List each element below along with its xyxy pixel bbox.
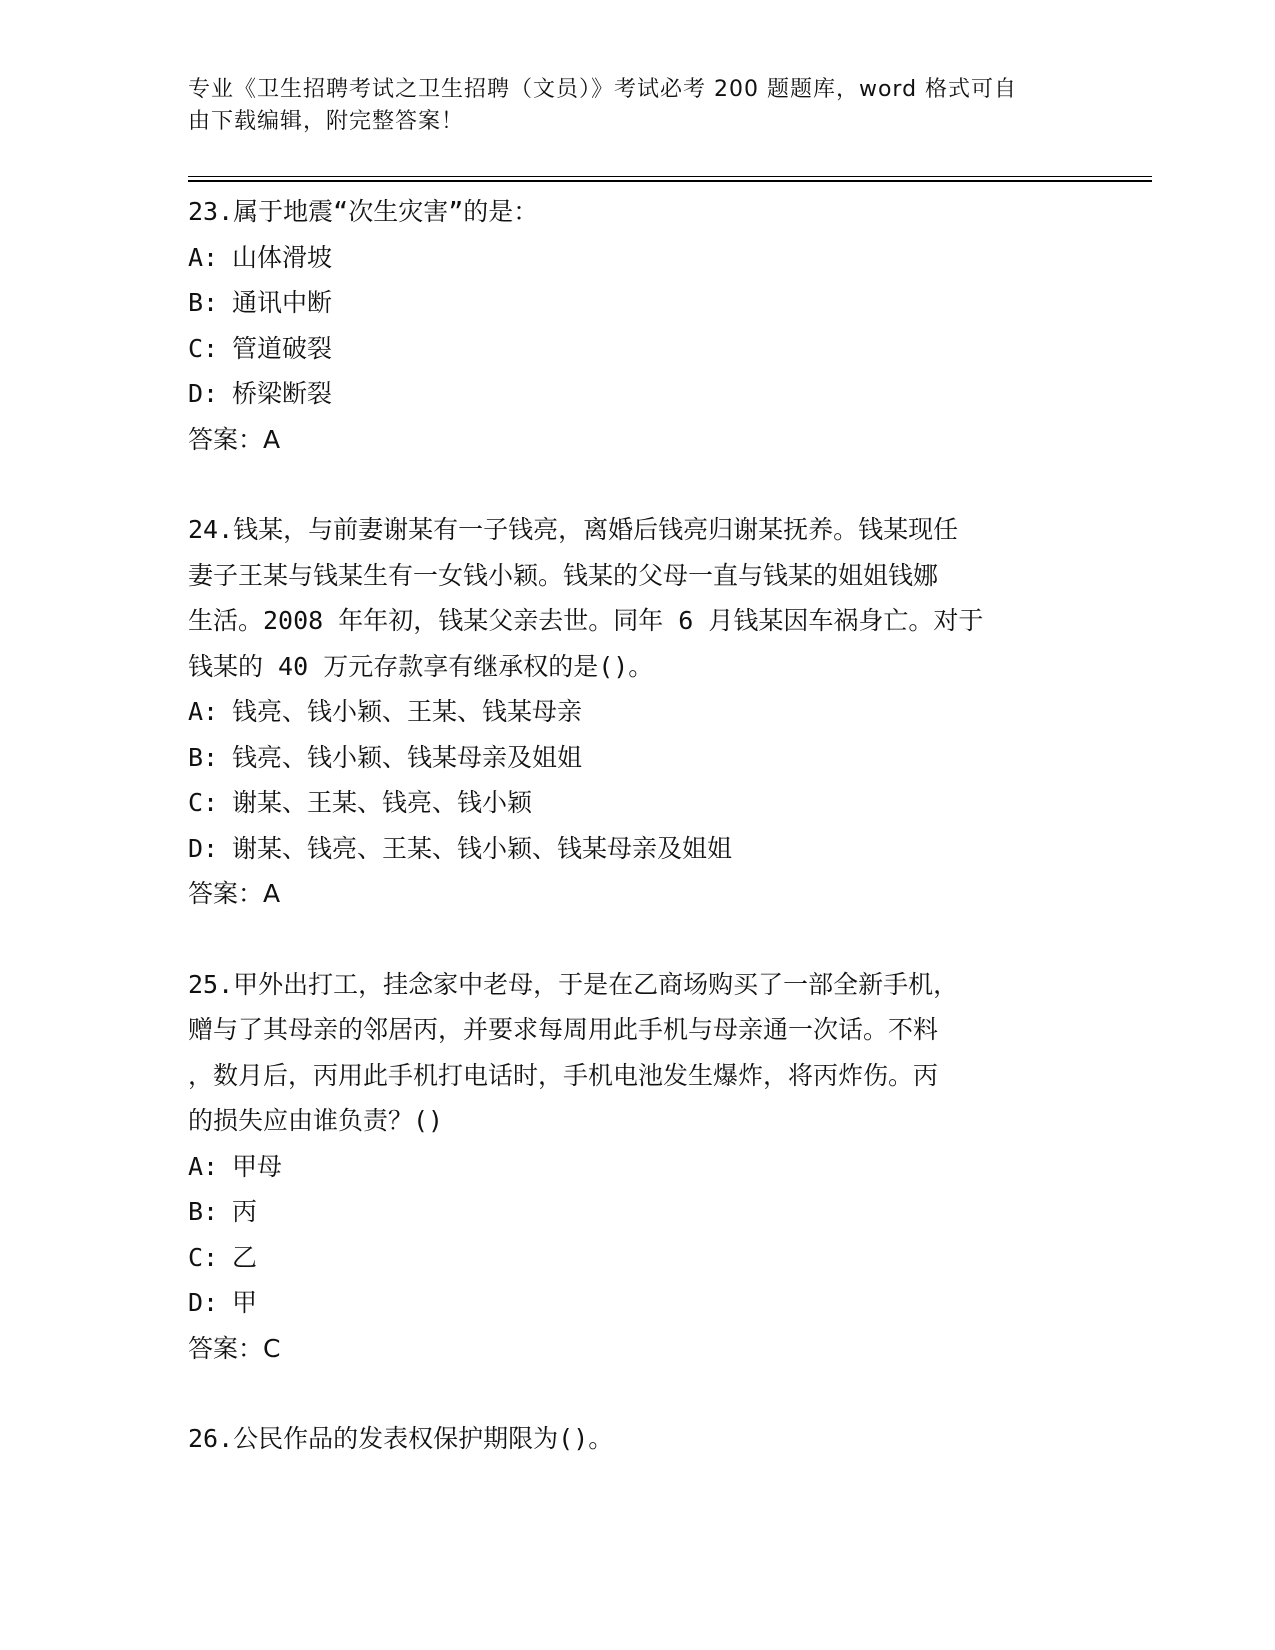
- option-text: 钱亮、钱小颖、钱某母亲及姐姐: [232, 742, 583, 772]
- stem-line: 赠与了其母亲的邻居丙，并要求每周用此手机与母亲通一次话。不料: [188, 1015, 939, 1044]
- option-key: A:: [188, 697, 219, 726]
- option-d: [188, 826, 1088, 872]
- option-key: A:: [188, 1151, 219, 1181]
- header-line-2: 由下载编辑，附完整答案！: [188, 109, 465, 134]
- stem-line: 26.公民作品的发表权保护期限为()。: [188, 1424, 614, 1453]
- option-key: B:: [188, 1197, 219, 1226]
- option-key: B:: [188, 742, 219, 772]
- stem-line: ，数月后，丙用此手机打电话时，手机电池发生爆炸，将丙炸伤。丙: [188, 1060, 939, 1090]
- stem-line: 钱某的 40 万元存款享有继承权的是()。: [188, 651, 654, 681]
- stem-line: 25.甲外出打工，挂念家中老母，于是在乙商场购买了一部全新手机，: [188, 969, 959, 999]
- answer-line: 答案：A: [188, 879, 281, 908]
- option-a: [188, 235, 1088, 281]
- option-text: 通讯中断: [232, 288, 333, 317]
- option-key: B:: [188, 288, 219, 317]
- stem-line: 生活。2008 年年初，钱某父亲去世。同年 6 月钱某因车祸身亡。对于: [188, 606, 984, 635]
- question-stem: [188, 507, 1068, 689]
- option-key: A:: [188, 242, 219, 272]
- header-divider-thick: [188, 180, 1152, 182]
- question-23: [188, 189, 1088, 462]
- option-text: 山体滑坡: [232, 242, 333, 272]
- option-c: [188, 780, 1088, 826]
- question-25: [188, 962, 1088, 1372]
- question-stem: [188, 962, 1068, 1144]
- option-b: [188, 1189, 1088, 1235]
- option-key: D:: [188, 833, 219, 863]
- option-c: [188, 1235, 1088, 1281]
- option-text: 乙: [232, 1242, 258, 1272]
- option-text: 谢某、王某、钱亮、钱小颖: [232, 788, 533, 817]
- answer-line: 答案：A: [188, 424, 281, 454]
- option-a: [188, 1144, 1088, 1190]
- option-d: [188, 1280, 1088, 1326]
- document-header: [188, 74, 1068, 138]
- stem-line: 24.钱某，与前妻谢某有一子钱亮，离婚后钱亮归谢某抚养。钱某现任: [188, 515, 959, 544]
- option-c: [188, 326, 1088, 372]
- option-d: [188, 371, 1088, 417]
- option-text: 丙: [232, 1197, 258, 1226]
- option-key: C:: [188, 333, 219, 363]
- question-stem: [188, 189, 1068, 235]
- question-24: [188, 507, 1088, 917]
- question-stem: [188, 1416, 1068, 1462]
- option-text: 钱亮、钱小颖、王某、钱某母亲: [232, 697, 583, 726]
- option-text: 谢某、钱亮、王某、钱小颖、钱某母亲及姐姐: [232, 833, 733, 863]
- option-key: D:: [188, 1288, 219, 1317]
- question-26: [188, 1416, 1088, 1462]
- option-key: D:: [188, 379, 219, 408]
- option-b: [188, 280, 1088, 326]
- option-text: 甲母: [232, 1151, 283, 1181]
- option-key: C:: [188, 788, 219, 817]
- question-list: [188, 189, 1088, 1462]
- answer-line: 答案：C: [188, 1333, 281, 1363]
- option-text: 管道破裂: [232, 333, 333, 363]
- option-a: [188, 689, 1088, 735]
- header-line-1: 专业《卫生招聘考试之卫生招聘（文员）》考试必考 200 题题库，word 格式可自: [188, 77, 1018, 102]
- stem-line: 的损失应由谁负责？(): [188, 1106, 444, 1135]
- stem-line: 23.属于地震“次生灾害”的是：: [188, 197, 539, 226]
- header-divider-thin: [188, 176, 1152, 177]
- option-b: [188, 735, 1088, 781]
- option-text: 甲: [232, 1288, 258, 1317]
- stem-line: 妻子王某与钱某生有一女钱小颖。钱某的父母一直与钱某的姐姐钱娜: [188, 560, 939, 590]
- option-text: 桥梁断裂: [232, 379, 333, 408]
- option-key: C:: [188, 1242, 219, 1272]
